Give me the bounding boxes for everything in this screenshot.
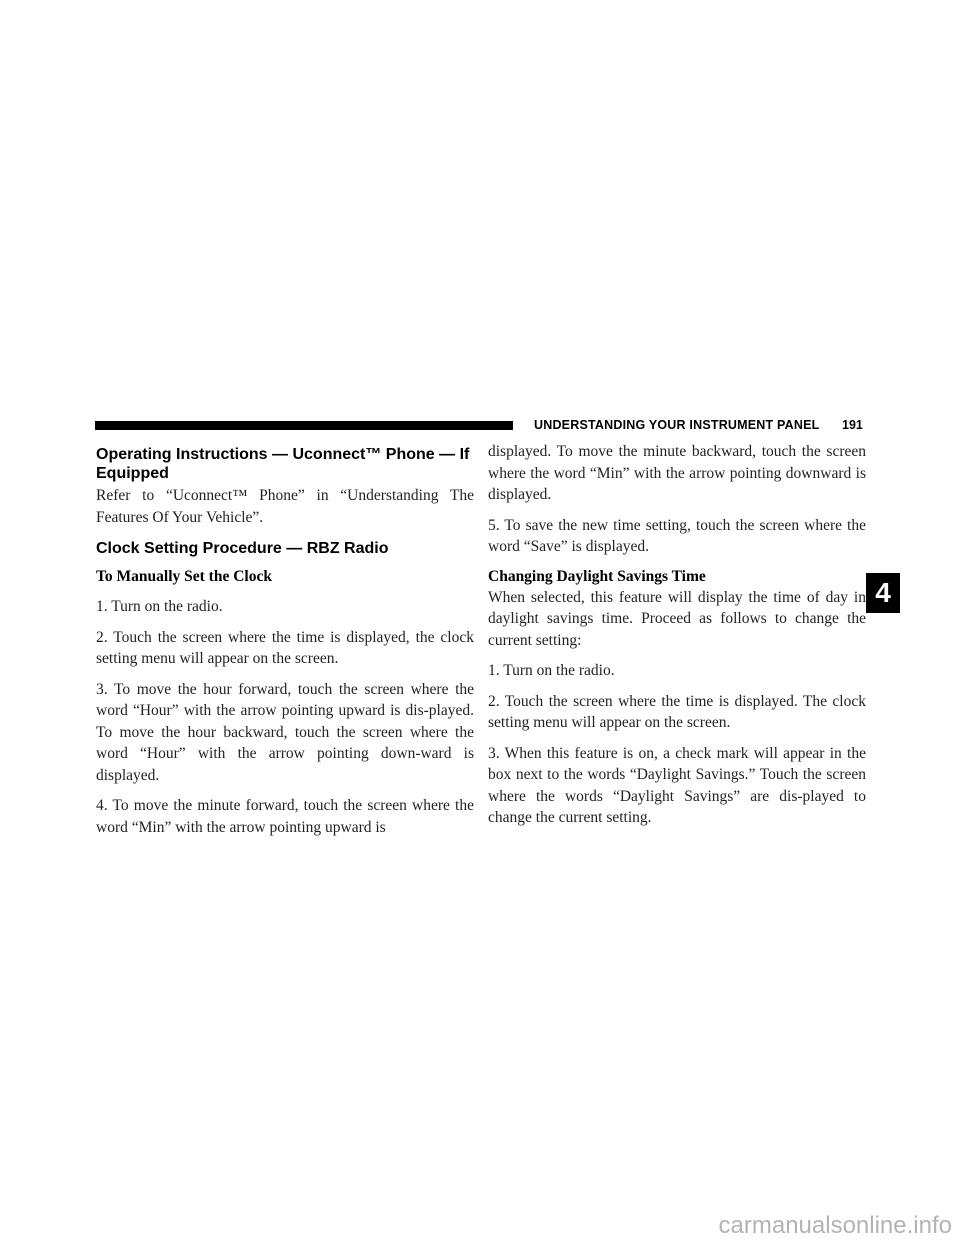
- subheading-manual-clock: To Manually Set the Clock: [96, 568, 272, 585]
- subheading-daylight-savings: Changing Daylight Savings Time: [488, 567, 706, 585]
- dst-step-1: 1. Turn on the radio.: [488, 662, 615, 679]
- dst-step-3: 3. When this feature is on, a check mark will appear in the box next to the words “Daylight Savings.” Touch the screen where the words “Daylight Savings” are dis-played to change the current setting.: [488, 744, 866, 826]
- chapter-tab[interactable]: 4: [866, 573, 900, 613]
- paragraph-daylight-savings: When selected, this feature will display the time of day in daylight savings time. Proceed as follows to change the current setting:: [488, 588, 866, 649]
- header-rule: [95, 421, 513, 430]
- running-header: UNDERSTANDING YOUR INSTRUMENT PANEL: [534, 418, 820, 432]
- step-3: 3. To move the hour forward, touch the screen where the word “Hour” with the arrow pointing upward is dis-played. To move the hour backward, touch the screen where the word “Hour” with the arrow pointing down-ward is displayed.: [96, 680, 474, 784]
- page-number: 191: [842, 418, 863, 432]
- paragraph-uconnect-reference: Refer to “Uconnect™ Phone” in “Understanding The Features Of Your Vehicle”.: [96, 487, 474, 526]
- step-1: 1. Turn on the radio.: [96, 598, 223, 615]
- right-column: [488, 441, 866, 838]
- heading-clock-setting: Clock Setting Procedure — RBZ Radio: [96, 540, 389, 557]
- left-column: [96, 445, 474, 847]
- heading-uconnect-phone: Operating Instructions — Uconnect™ Phone — If Equipped: [96, 446, 470, 482]
- watermark-text: carmanualsonline.info: [718, 1212, 952, 1239]
- step-2: 2. Touch the screen where the time is displayed, the clock setting menu will appear on the screen.: [96, 628, 474, 667]
- step-4: 4. To move the minute forward, touch the screen where the word “Min” with the arrow pointing upward is: [96, 797, 474, 836]
- step-5: 5. To save the new time setting, touch the screen where the word “Save” is displayed.: [488, 516, 866, 555]
- step-4-continued: displayed. To move the minute backward, touch the screen where the word “Min” with the arrow pointing downward is displayed.: [488, 443, 866, 503]
- dst-step-2: 2. Touch the screen where the time is displayed. The clock setting menu will appear on the screen.: [488, 692, 866, 731]
